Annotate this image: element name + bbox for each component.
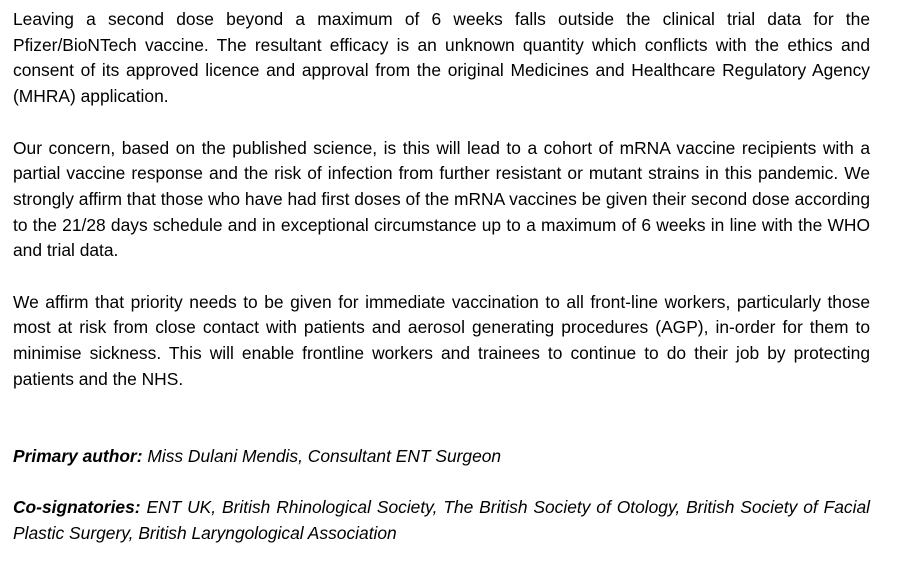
cosignatories-value: ENT UK, British Rhinological Society, The British Society of Otology, British Society of Facial Plastic Surgery, British Laryngological Association	[13, 497, 870, 543]
paragraph-spacer	[13, 470, 870, 496]
primary-author-value: Miss Dulani Mendis, Consultant ENT Surgeon	[147, 445, 502, 466]
section-spacer	[13, 393, 870, 444]
paragraph-spacer	[13, 110, 870, 136]
paragraph-second-dose: Leaving a second dose beyond a maximum of 6 weeks falls outside the clinical trial data for the Pfizer/BioNTech vaccine. The resultant efficacy is an unknown quantity which conflicts with the ethics and consent of its approved licence and approval from the original Medicines and Healthcare Regulatory Agency (MHRA) application.	[13, 9, 870, 107]
paragraph-concern: Our concern, based on the published science, is this will lead to a cohort of mRNA vaccine recipients with a partial vaccine response and the risk of infection from further resistant or mutant strains in this pandemic. We strongly affirm that those who have had first doses of the mRNA vaccines be given their second dose according to the 21/28 days schedule and in exceptional circumstance up to a maximum of 6 weeks in line with the WHO and trial data.	[13, 137, 870, 261]
primary-author-label: Primary author:	[13, 445, 143, 466]
primary-author-line	[13, 444, 870, 470]
document-body	[13, 7, 870, 547]
paragraph-spacer	[13, 264, 870, 290]
cosignatories-label: Co-signatories:	[13, 497, 141, 518]
paragraph-priority: We affirm that priority needs to be given for immediate vaccination to all front-line workers, particularly those most at risk from close contact with patients and aerosol generating procedures (AGP), in-order for them to minimise sickness. This will enable frontline workers and trainees to continue to do their job by protecting patients and the NHS.	[13, 291, 870, 389]
cosignatories-line	[13, 495, 870, 546]
